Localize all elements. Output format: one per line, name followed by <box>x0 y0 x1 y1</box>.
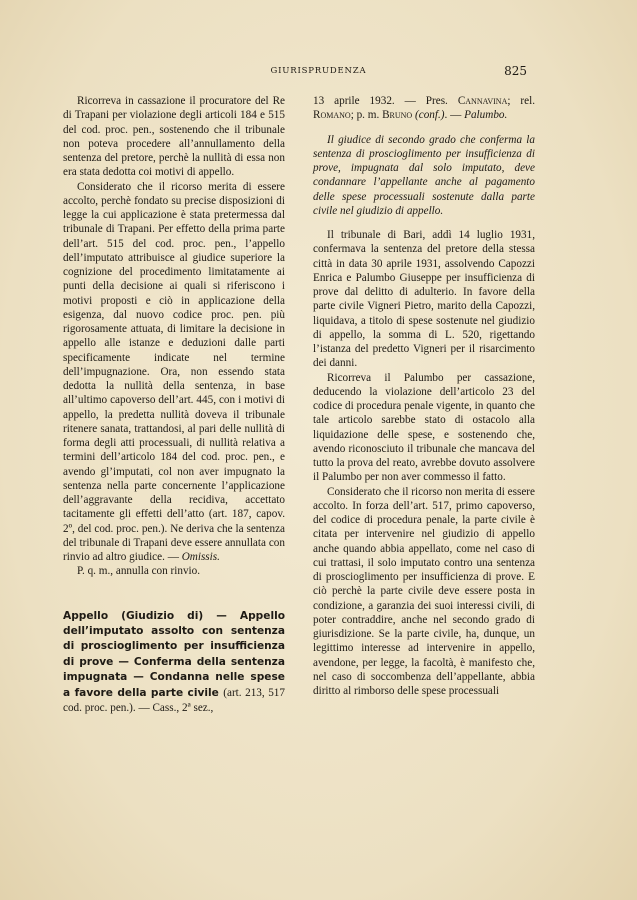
party-name: Palumbo. <box>464 109 508 122</box>
paragraph-considerations <box>63 180 285 565</box>
paragraph-ruling: P. q. m., annulla con rinvio. <box>77 565 201 578</box>
citation-dash: . — <box>444 109 462 122</box>
case-headnote <box>63 609 285 717</box>
right-column <box>313 94 535 698</box>
paragraph-grounds: Ricorreva il Palumbo per cassazione, deducendo la violazione dell’articolo 23 del codice di procedura penale vigente, in quanto che tale articolo sarebbe stato di ostacolo alla liquidazione delle spese, e sostenendo che, avendo riconosciuto il tribunale che mancava del tutto la prova del reato, avrebbe dovuto assolvere il Palumbo per non aver commesso il fatto. <box>313 371 535 484</box>
rapporteur-name: Romano <box>313 109 351 122</box>
president-name: Cannavina <box>457 95 508 107</box>
headnote-citation: (art. 213, 517 cod. proc. pen.). — Cass., 2ª sez., <box>63 686 285 714</box>
headnote-title: Appello (Giudizio di) — Appello dell’imputato assolto con sentenza di proscioglimento per insufficienza di prove — Conferma della sentenza impugnata — Condanna nelle spese a favore della parte civile <box>63 609 285 699</box>
pm-label: ; p. m. <box>350 109 380 122</box>
conf-note: (conf.) <box>415 109 445 122</box>
omissis-text: Omissis. <box>181 551 220 563</box>
pm-name: Bruno <box>382 109 413 122</box>
left-column <box>63 94 285 716</box>
paragraph-appeal-summary: Ricorreva in cassazione il procuratore del Re di Trapani per violazione degli articoli 184 e 515 del cod. proc. pen., sostenendo che il tribunale non poteva procedere all’annullamento della sentenza del pretore, perchè la nullità di essa non era stata dedotta coi motivi di appello. <box>63 95 285 179</box>
running-head <box>0 64 637 80</box>
citation-date: 13 aprile 1932. — Pres. <box>313 95 448 107</box>
page-number: 825 <box>504 64 527 78</box>
paragraph-facts: Il tribunale di Bari, addì 14 luglio 1931, confermava la sentenza del pretore della stessa città in data 30 aprile 1931, assolvendo Capozzi Enrica e Palumbo Giuseppe per insufficienza di prove dal delitto di adulterio. In favore della parte civile Vigneri Pietro, marito della Capozzi, liquidava, a titolo di spese sostenute nel giudizio di appello, la somma di L. 520, rigettando l’istanza del predetto Vigneri per il risarcimento dei danni. <box>313 229 535 370</box>
rapporteur-label: ; rel. <box>507 95 536 107</box>
running-title: GIURISPRUDENZA <box>270 66 367 76</box>
legal-maxim: Il giudice di secondo grado che conferma la sentenza di proscioglimento per insufficienza di prove, impugnata dal solo imputato, deve condannare l’appellante anche al pagamento delle spese processuali sostenute dalla parte civile nel giudizio di appello. <box>313 133 535 217</box>
paragraph-reasoning: Considerato che il ricorso non merita di essere accolto. In forza dell’art. 517, primo capoverso, del codice di procedura penale, la parte civile è citata per intervenire nel giudizio di appello anche quando abbia appellato, come nel caso di cui trattasi, il solo imputato contro una sentenza di proscioglimento per insufficienza di prove. E ciò perchè la parte civile deve essere posta in condizione, a garanzia dei suoi interessi civili, di poter contraddire, anche nel secondo grado di giurisdizione. Se la parte civile, ha, dunque, un legittimo interesse ad intervenire in appello, avendone, per legge, la facoltà, è manifesto che, nel caso di soccombenza dell’appellante, abbia diritto al rimborso delle spese processuali <box>313 485 535 697</box>
case-citation <box>313 94 535 123</box>
considerations-text: Considerato che il ricorso merita di essere accolto, perchè fondato su precise disposizioni di legge la cui applicazione è stata pretermessa dal tribunale di Trapani. Per effetto della prima parte dell’art. 515 del cod. proc. pen., l’appello dell’imputato attribuisce al giudice superiore la cognizione del procedimento limitatamente ai punti della decisione ai quali si riferiscono i motivi proposti e ciò in applicazione della esigenza, dal nuovo codice proc. pen. più rigorosamente attuata, di limitare la decisione in appello alle istanze e deduzioni dalle parti specificamente indicate nel termine dell’impugnazione. Ora, non essendo stata dedotta la nullità della sentenza, in base all’ultimo capoverso dell’art. 445, con i motivi di appello, la predetta nullità doveva il tribunale ritenere sanata, trattandosi, al pari delle nullità di forma degli atti processuali, di nullità relativa a termini dell’articolo 184 del cod. proc. pen., e avendo gl’imputati, col non aver impugnato la sentenza nella parte concernente l’applicazione dell’aggravante della recidiva, accettato tacitamente gli effetti dell’atto (art. 187, capov. 2º, del cod. proc. pen.). Ne deriva che la sentenza del tribunale di Trapani deve essere annullata con rinvio ad altro giudice. — <box>63 180 285 563</box>
